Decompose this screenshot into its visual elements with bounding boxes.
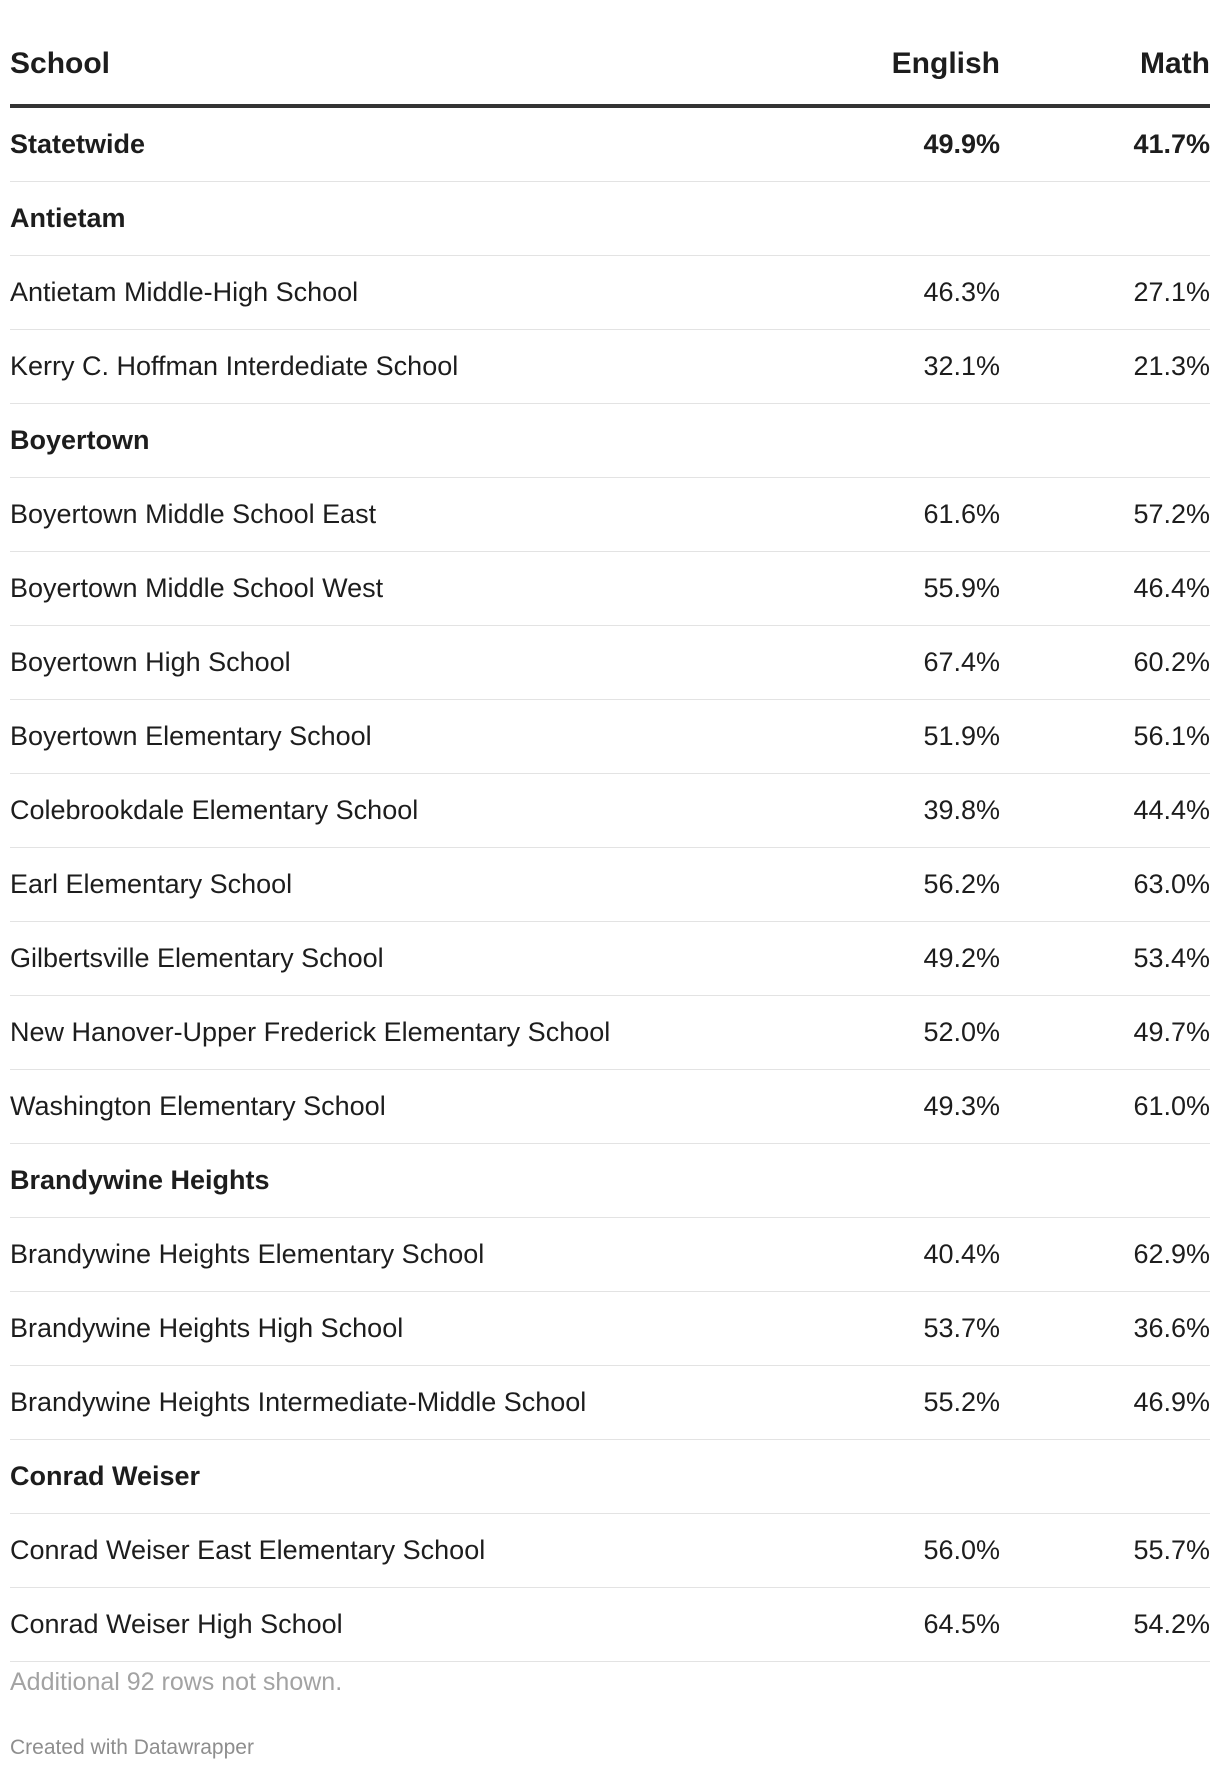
datawrapper-credit: Created with Datawrapper [10, 1736, 254, 1759]
cell-english: 55.9% [790, 552, 1000, 626]
cell-math: 57.2% [1000, 478, 1210, 552]
cell-math: 21.3% [1000, 330, 1210, 404]
cell-school: Gilbertsville Elementary School [10, 922, 790, 996]
cell-math [1000, 182, 1210, 256]
cell-school: Statetwide [10, 106, 790, 182]
table-group-row [10, 1440, 1210, 1514]
cell-school: Washington Elementary School [10, 1070, 790, 1144]
table-row [10, 478, 1210, 552]
cell-english: 49.2% [790, 922, 1000, 996]
table-row [10, 1070, 1210, 1144]
cell-english: 39.8% [790, 774, 1000, 848]
cell-english: 56.0% [790, 1514, 1000, 1588]
cell-math: 56.1% [1000, 700, 1210, 774]
cell-math: 62.9% [1000, 1218, 1210, 1292]
column-header-math[interactable]: Math [1000, 30, 1210, 106]
cell-math: 49.7% [1000, 996, 1210, 1070]
cell-math [1000, 1144, 1210, 1218]
column-header-school[interactable]: School [10, 30, 790, 106]
table-row [10, 1366, 1210, 1440]
table-group-row [10, 1144, 1210, 1218]
header-row [10, 30, 1210, 106]
cell-school: Antietam [10, 182, 790, 256]
table-row [10, 774, 1210, 848]
table-row [10, 700, 1210, 774]
cell-school: Boyertown High School [10, 626, 790, 700]
cell-english [790, 404, 1000, 478]
cell-math: 60.2% [1000, 626, 1210, 700]
cell-school: Conrad Weiser East Elementary School [10, 1514, 790, 1588]
cell-math: 63.0% [1000, 848, 1210, 922]
cell-math: 46.4% [1000, 552, 1210, 626]
table-row [10, 1292, 1210, 1366]
cell-school: Boyertown Middle School East [10, 478, 790, 552]
table-row [10, 1514, 1210, 1588]
cell-math: 54.2% [1000, 1588, 1210, 1662]
cell-english: 40.4% [790, 1218, 1000, 1292]
cell-school: Earl Elementary School [10, 848, 790, 922]
cell-english: 55.2% [790, 1366, 1000, 1440]
table-row [10, 256, 1210, 330]
cell-english: 46.3% [790, 256, 1000, 330]
cell-english: 52.0% [790, 996, 1000, 1070]
cell-english: 53.7% [790, 1292, 1000, 1366]
cell-english [790, 1440, 1000, 1514]
table-row [10, 922, 1210, 996]
cell-math: 36.6% [1000, 1292, 1210, 1366]
scores-table [10, 30, 1210, 1662]
table-row [10, 996, 1210, 1070]
table-row [10, 1218, 1210, 1292]
cell-school: Brandywine Heights Intermediate-Middle School [10, 1366, 790, 1440]
cell-school: Boyertown Elementary School [10, 700, 790, 774]
table-row [10, 1588, 1210, 1662]
cell-english: 61.6% [790, 478, 1000, 552]
cell-english: 67.4% [790, 626, 1000, 700]
cell-school: Brandywine Heights High School [10, 1292, 790, 1366]
cell-english: 49.9% [790, 106, 1000, 182]
cell-school: Colebrookdale Elementary School [10, 774, 790, 848]
table-group-row [10, 106, 1210, 182]
table-row [10, 848, 1210, 922]
cell-math: 55.7% [1000, 1514, 1210, 1588]
table-row [10, 626, 1210, 700]
cell-school: Brandywine Heights Elementary School [10, 1218, 790, 1292]
table-row [10, 552, 1210, 626]
cell-english [790, 1144, 1000, 1218]
cell-english: 32.1% [790, 330, 1000, 404]
cell-math [1000, 404, 1210, 478]
cell-english: 49.3% [790, 1070, 1000, 1144]
cell-math: 61.0% [1000, 1070, 1210, 1144]
cell-math [1000, 1440, 1210, 1514]
cell-school: Brandywine Heights [10, 1144, 790, 1218]
cell-english: 64.5% [790, 1588, 1000, 1662]
cell-math: 53.4% [1000, 922, 1210, 996]
cell-school: Conrad Weiser High School [10, 1588, 790, 1662]
table-group-row [10, 404, 1210, 478]
cell-english: 51.9% [790, 700, 1000, 774]
cell-math: 41.7% [1000, 106, 1210, 182]
cell-english [790, 182, 1000, 256]
table-group-row [10, 182, 1210, 256]
cell-school: Boyertown Middle School West [10, 552, 790, 626]
column-header-english[interactable]: English [790, 30, 1000, 106]
table-body [10, 106, 1210, 1662]
cell-school: New Hanover-Upper Frederick Elementary School [10, 996, 790, 1070]
cell-school: Kerry C. Hoffman Interdediate School [10, 330, 790, 404]
cell-school: Antietam Middle-High School [10, 256, 790, 330]
cell-math: 44.4% [1000, 774, 1210, 848]
cell-school: Boyertown [10, 404, 790, 478]
cell-english: 56.2% [790, 848, 1000, 922]
cell-math: 27.1% [1000, 256, 1210, 330]
rows-not-shown-note: Additional 92 rows not shown. [10, 1668, 343, 1696]
table-row [10, 330, 1210, 404]
cell-school: Conrad Weiser [10, 1440, 790, 1514]
cell-math: 46.9% [1000, 1366, 1210, 1440]
